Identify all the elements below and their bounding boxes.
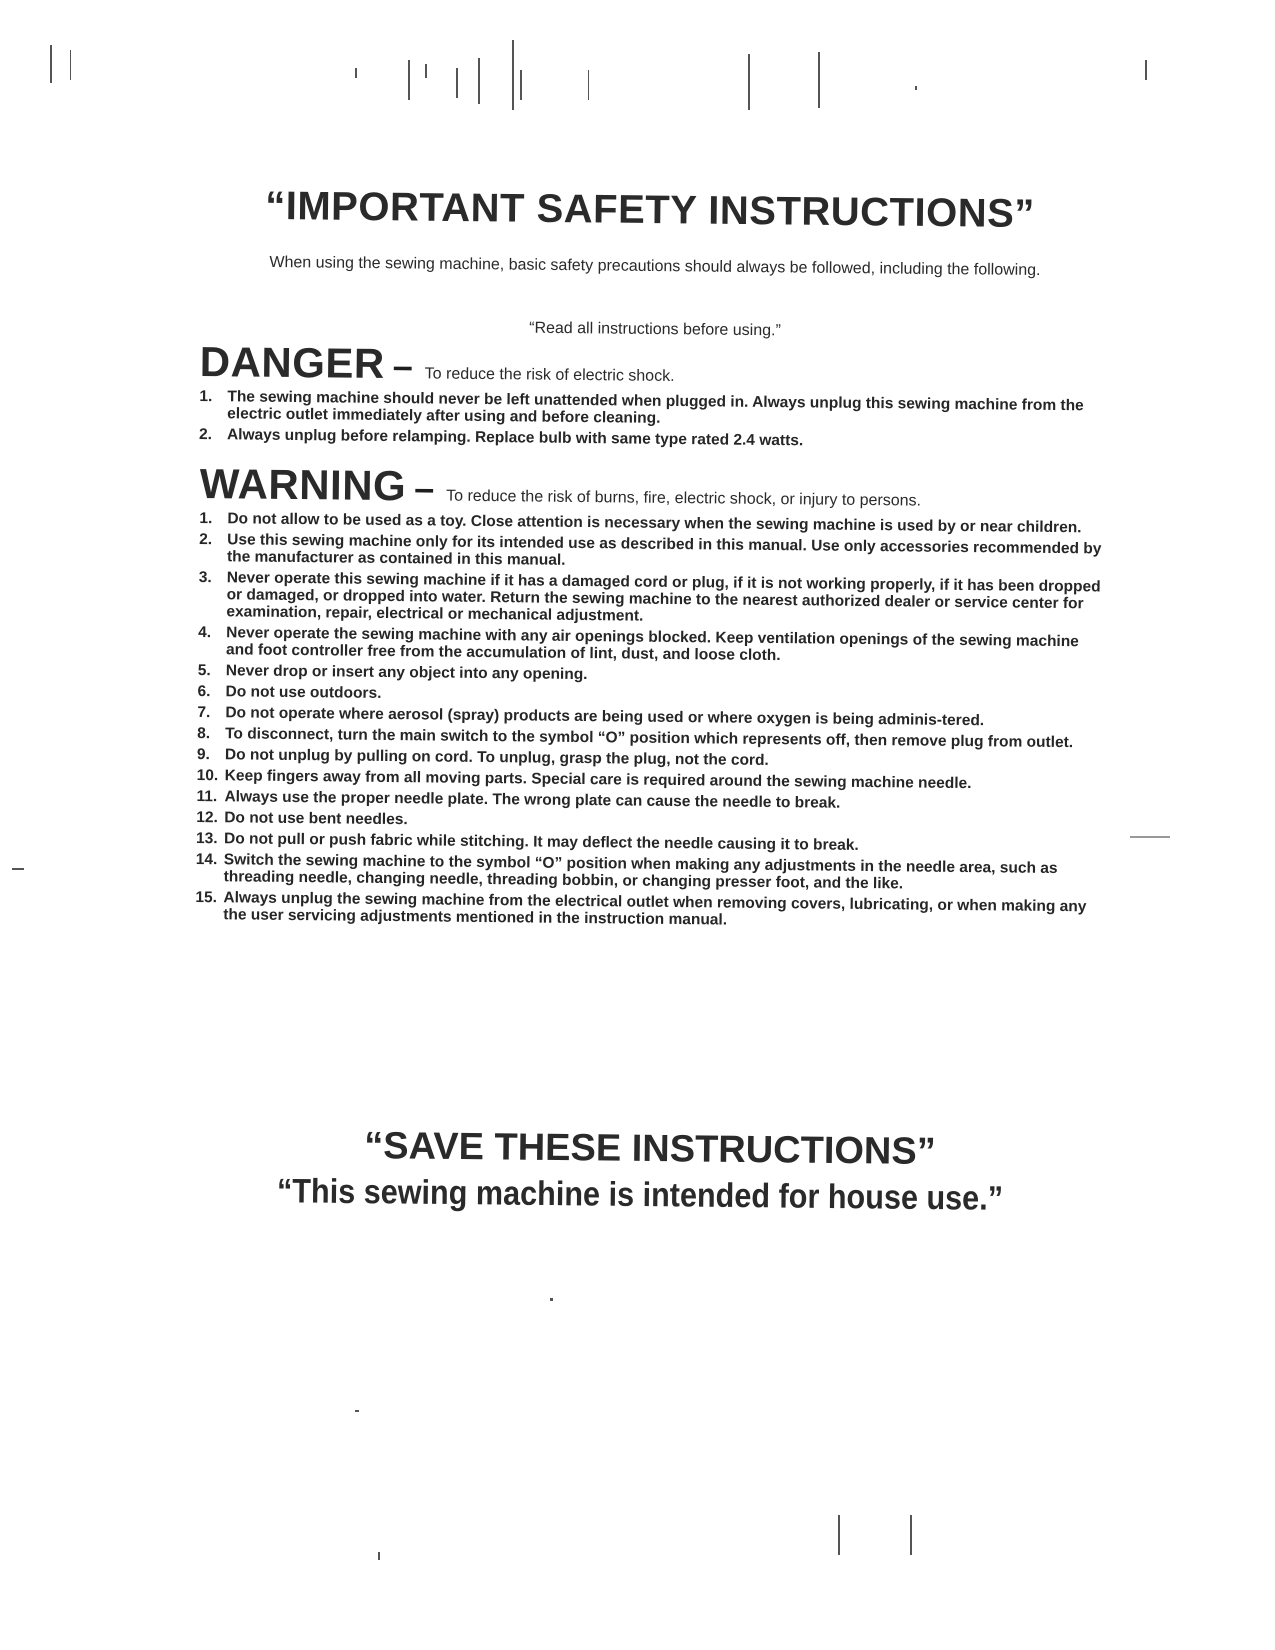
warning-heading-row xyxy=(200,462,1105,517)
item-number: 15. xyxy=(195,888,218,907)
item-number: 2. xyxy=(198,425,213,444)
item-text: Switch the sewing machine to the symbol “O” position when making any adjustments in the needle area, such as threading needle, changing needle, threading bobbin, or changing presser foot, and the like. xyxy=(223,851,1058,893)
warning-heading: WARNING xyxy=(199,460,407,510)
danger-heading: DANGER xyxy=(199,338,386,387)
danger-description: To reduce the risk of electric shock. xyxy=(424,365,675,385)
item-number: 13. xyxy=(195,829,218,848)
item-text: Do not operate where aerosol (spray) products are being used or where oxygen is being adminis-tered. xyxy=(225,704,985,730)
danger-heading-row xyxy=(200,340,1105,395)
save-instructions-notice: “SAVE THESE INSTRUCTIONS” xyxy=(364,1125,936,1173)
item-number: 2. xyxy=(199,530,213,549)
warning-description: To reduce the risk of burns, fire, electric shock, or injury to persons. xyxy=(446,487,922,510)
warning-section xyxy=(195,462,1105,936)
warning-dash: – xyxy=(414,467,435,509)
house-use-notice: “This sewing machine is intended for house use.” xyxy=(276,1172,1004,1218)
item-number: 8. xyxy=(197,724,211,743)
item-text: Do not use outdoors. xyxy=(225,683,382,702)
list-item xyxy=(198,624,1103,667)
item-number: 10. xyxy=(196,766,219,785)
item-text: To disconnect, turn the main switch to the symbol “O” position which represents off, then remove plug from outlet. xyxy=(225,725,1074,752)
item-text: Never operate the sewing machine with any air openings blocked. Keep ventilation openings of the sewing machine and foot controller free from the accumulation of lint, dust, and loose cloth. xyxy=(225,624,1079,665)
item-text: Do not pull or push fabric while stitching. It may deflect the needle causing it to break. xyxy=(223,830,859,854)
item-text: Never drop or insert any object into any opening. xyxy=(225,662,588,684)
intro-text: When using the sewing machine, basic safety precautions should always be followed, including the following. xyxy=(269,253,1041,280)
danger-section xyxy=(199,340,1105,456)
list-item xyxy=(199,531,1104,574)
list-item xyxy=(195,889,1100,932)
item-number: 5. xyxy=(197,661,211,680)
item-number: 1. xyxy=(199,387,213,406)
danger-dash: – xyxy=(392,345,414,387)
item-number: 12. xyxy=(196,808,218,827)
item-number: 14. xyxy=(195,850,218,869)
item-text: Never operate this sewing machine if it has a damaged cord or plug, if it is not working properly, if it has been dropped or damaged, or dropped into water. Return the sewing machine to the nearest authorized dealer or service center for examination, repair, electrical or mechanical adjustment. xyxy=(226,569,1101,625)
item-text: Always unplug before relamping. Replace bulb with same type rated 2.4 watts. xyxy=(226,426,804,450)
item-number: 3. xyxy=(198,568,212,587)
item-text: Always use the proper needle plate. The wrong plate can cause the needle to break. xyxy=(224,788,841,812)
item-number: 9. xyxy=(196,745,210,764)
list-item xyxy=(196,851,1101,894)
list-item xyxy=(198,569,1103,629)
item-number: 4. xyxy=(198,623,212,642)
warning-list xyxy=(195,510,1104,932)
item-text: Use this sewing machine only for its intended use as described in this manual. Use only accessories recommended by the manufacturer as contained in this manual. xyxy=(226,531,1102,569)
item-number: 7. xyxy=(197,703,211,722)
item-number: 1. xyxy=(199,509,213,528)
item-text: Keep fingers away from all moving parts. Special care is required around the sewing machine needle. xyxy=(224,767,972,793)
list-item xyxy=(199,388,1104,431)
item-number: 11. xyxy=(196,787,218,806)
item-text: Do not allow to be used as a toy. Close attention is necessary when the sewing machine is used by or near children. xyxy=(227,510,1082,537)
item-text: Always unplug the sewing machine from the electrical outlet when removing covers, lubricating, or when making any the user servicing adjustments mentioned in the instruction manual. xyxy=(223,889,1087,929)
item-number: 6. xyxy=(197,682,211,701)
page-title: “IMPORTANT SAFETY INSTRUCTIONS” xyxy=(264,183,1036,237)
item-text: The sewing machine should never be left unattended when plugged in. Always unplug this sewing machine from the electric outlet immediately after using and before cleaning. xyxy=(227,388,1084,427)
item-text: Do not unplug by pulling on cord. To unplug, grasp the plug, not the cord. xyxy=(224,746,769,769)
item-text: Do not use bent needles. xyxy=(224,809,408,829)
danger-list xyxy=(199,388,1105,452)
read-notice: “Read all instructions before using.” xyxy=(529,319,781,340)
